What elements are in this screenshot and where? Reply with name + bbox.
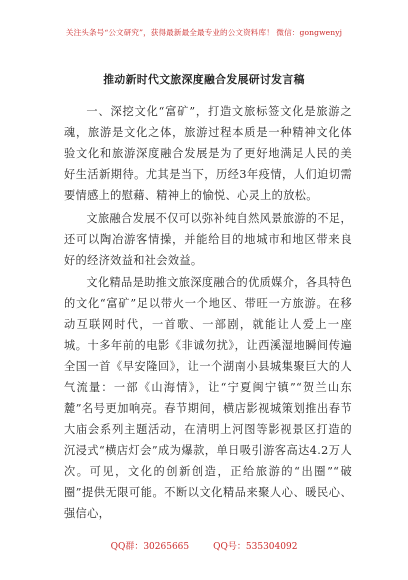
document-body (64, 101, 352, 526)
paragraph-1: 一、深挖文化“富矿”，打造文旅标签文化是旅游之魂，旅游是文化之体，旅游过程本质是一种精神文化体验文化和旅游深度融合发展是为了更好地满足人民的美好生活新期待。尤其是当下，历经3年疫情，人们迫切需要情感上的慰藉、精神上的愉悦、心灵上的放松。 (64, 105, 352, 202)
paragraph-3: 文化精品是助推文旅深度融合的优质媒介，各具特色的文化“富矿”足以带火一个地区、带旺一方旅游。在移动互联网时代，一首歌、一部剧，就能让人爱上一座城。十多年前的电影《非诚勿扰》，让西溪湿地瞬间传遍全国一首《早安隆回》，让一个湖南小县城集聚巨大的人气流量：一部《山海情》，让“宁夏闽宁镇”“贺兰山东麓”名号更加响亮。春节期间，横店影视城策划推出春节大庙会系列主题活动，在清明上河图等影视景区打造的沉浸式“横店灯会”成为爆款，单日吸引游客高达4.2万人次。可见，文化的创新创造，正给旅游的“出圈”“破圈”提供无限可能。不断以文化精品来聚人心、暖民心、强信心， (64, 276, 352, 520)
document-title: 推动新时代文旅深度融合发展研讨发言稿 (103, 73, 305, 86)
footer-qq-group: QQ群：30265665 (110, 542, 190, 552)
footer-qq-number: QQ号：535304092 (213, 542, 298, 552)
header-watermark-note: 关注头条号“公文研究”，获得最新最全最专业的公文资料库！ 微信：gongwenyj (65, 28, 343, 37)
paragraph-2: 文旅融合发展不仅可以弥补纯自然风景旅游的不足，还可以陶冶游客情操，并能给目的地城市和地区带来良好的经济效益和社会效益。 (64, 211, 352, 267)
footer-contact (0, 539, 408, 552)
